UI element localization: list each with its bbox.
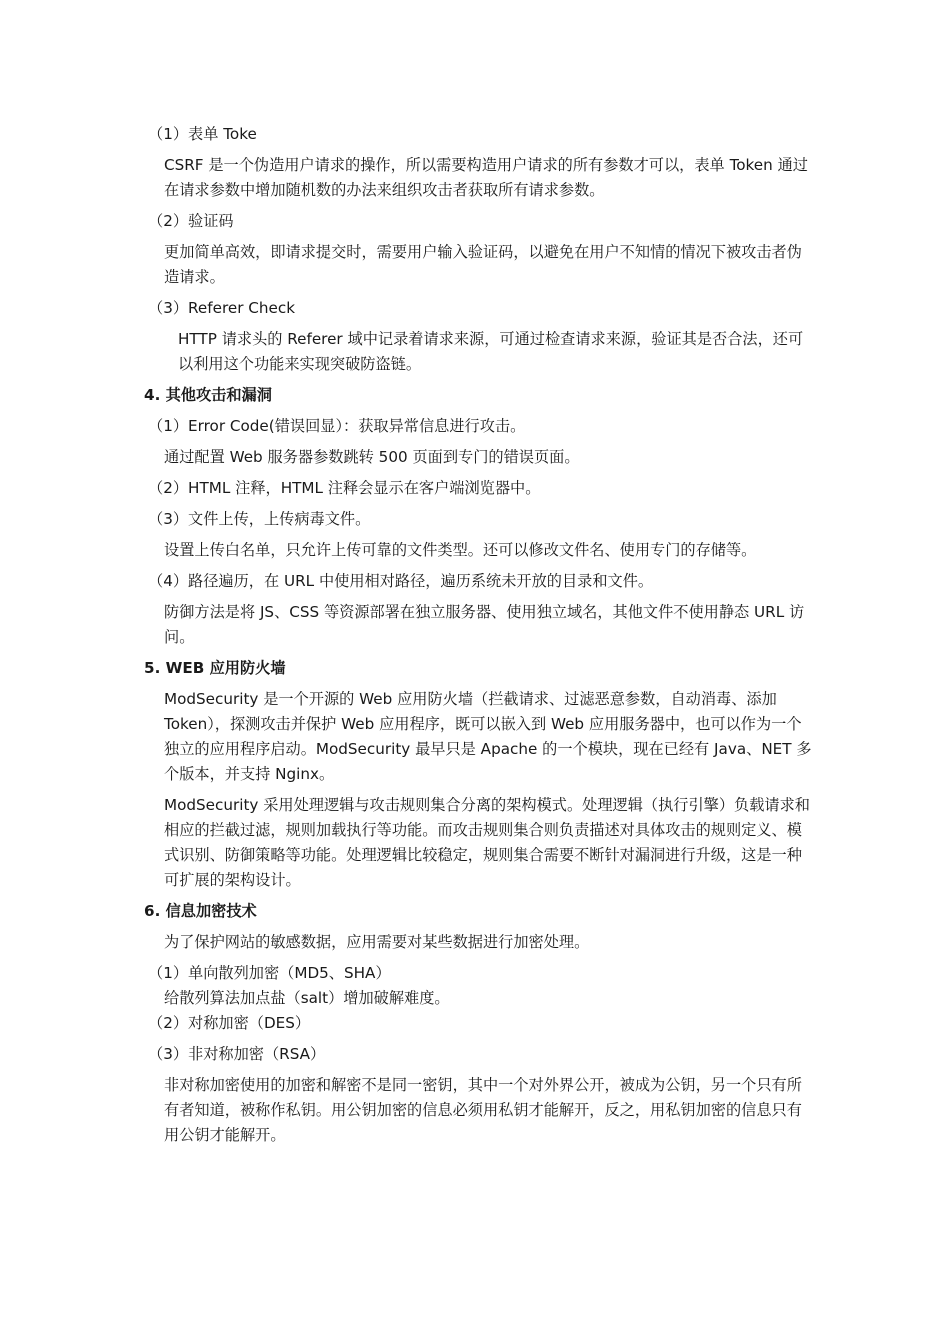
section-heading-4: 4. 其他攻击和漏洞 [144, 386, 272, 404]
document-page [144, 122, 814, 1154]
paragraph-upload-whitelist: 设置上传白名单，只允许上传可靠的文件类型。还可以修改文件名、使用专门的存储等。 [164, 541, 757, 559]
item-captcha: （2）验证码 [148, 212, 234, 230]
item-asymmetric: （3）非对称加密（RSA） [148, 1045, 326, 1063]
paragraph-modsecurity-intro: ModSecurity 是一个开源的 Web 应用防火墙（拦截请求、过滤恶意参数，自动消毒、添加 Token），探测攻击并保护 Web 应用程序，既可以嵌入到 Web 应用服务器中，也可以作为一个独立的应用程序启动。ModSecurity 最早只是 Apache 的一个模块，现在已经有 Java、NET 多个版本，并支持 Nginx。 [164, 690, 812, 783]
item-symmetric: （2）对称加密（DES） [148, 1014, 311, 1032]
paragraph-salt: 给散列算法加点盐（salt）增加破解难度。 [164, 989, 450, 1007]
section-heading-6: 6. 信息加密技术 [144, 902, 257, 920]
paragraph-modsecurity-arch: ModSecurity 采用处理逻辑与攻击规则集合分离的架构模式。处理逻辑（执行引擎）负载请求和相应的拦截过滤，规则加载执行等功能。而攻击规则集合则负责描述对具体攻击的规则定义、模式识别、防御策略等功能。处理逻辑比较稳定，规则集合需要不断针对漏洞进行升级，这是一种可扩展的架构设计。 [164, 796, 810, 889]
paragraph-error-page: 通过配置 Web 服务器参数跳转 500 页面到专门的错误页面。 [164, 448, 580, 466]
item-form-token: （1）表单 Toke [148, 125, 257, 143]
item-html-comment: （2）HTML 注释，HTML 注释会显示在客户端浏览器中。 [148, 479, 541, 497]
paragraph-referer: HTTP 请求头的 Referer 域中记录着请求来源，可通过检查请求来源，验证其是否合法，还可以利用这个功能来实现突破防盗链。 [178, 330, 804, 373]
paragraph-csrf-token: CSRF 是一个伪造用户请求的操作，所以需要构造用户请求的所有参数才可以，表单 Token 通过在请求参数中增加随机数的办法来组织攻击者获取所有请求参数。 [164, 156, 808, 199]
paragraph-captcha: 更加简单高效，即请求提交时，需要用户输入验证码，以避免在用户不知情的情况下被攻击者伪造请求。 [164, 243, 802, 286]
item-error-code: （1）Error Code(错误回显）：获取异常信息进行攻击。 [148, 417, 526, 435]
paragraph-asymmetric: 非对称加密使用的加密和解密不是同一密钥，其中一个对外界公开，被成为公钥，另一个只有所有者知道，被称作私钥。用公钥加密的信息必须用私钥才能解开，反之，用私钥加密的信息只有用公钥才能解开。 [164, 1076, 802, 1144]
item-path-traversal: （4）路径遍历，在 URL 中使用相对路径，遍历系统未开放的目录和文件。 [148, 572, 654, 590]
item-hash: （1）单向散列加密（MD5、SHA） [148, 964, 391, 982]
paragraph-encryption-intro: 为了保护网站的敏感数据，应用需要对某些数据进行加密处理。 [164, 933, 590, 951]
paragraph-path-defense: 防御方法是将 JS、CSS 等资源部署在独立服务器、使用独立域名，其他文件不使用静态 URL 访问。 [164, 603, 805, 646]
section-heading-5: 5. WEB 应用防火墙 [144, 659, 286, 677]
item-file-upload: （3）文件上传，上传病毒文件。 [148, 510, 371, 528]
item-referer-check: （3）Referer Check [148, 299, 295, 317]
